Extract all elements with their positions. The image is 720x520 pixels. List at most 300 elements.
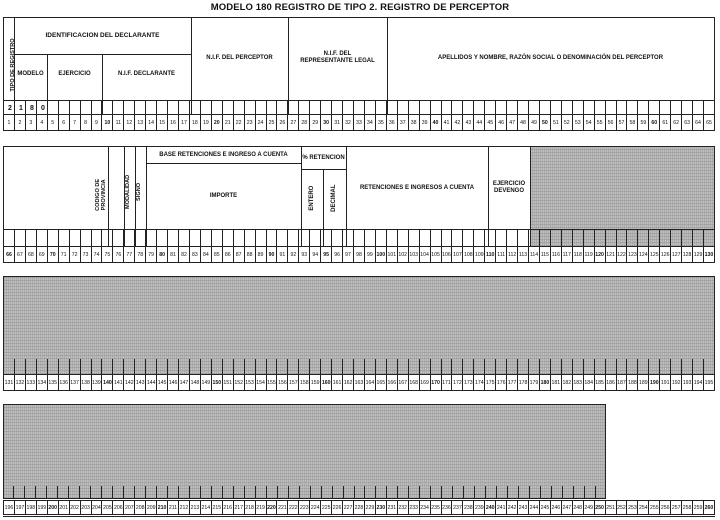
field-cell [596, 486, 606, 499]
position-number: 171 [442, 375, 453, 390]
field-cell [124, 359, 135, 374]
position-number: 15 [157, 115, 168, 130]
field-cell [245, 359, 256, 374]
field-cell [551, 359, 562, 374]
field-cell [102, 229, 113, 246]
field-cell [627, 359, 638, 374]
field-cell [704, 229, 714, 246]
position-number: 229 [365, 501, 376, 514]
fixed-value: 2 [8, 105, 12, 112]
position-number: 130 [704, 251, 714, 258]
position-number: 219 [256, 501, 267, 514]
field-cell [617, 229, 628, 246]
position-number: 220 [267, 501, 278, 514]
field-cell [223, 359, 234, 374]
field-cell [81, 229, 92, 246]
field-cell [551, 229, 562, 246]
field-cell [70, 359, 81, 374]
position-number: 252 [617, 501, 628, 514]
position-number: 56 [606, 115, 617, 130]
position-number: 23 [245, 115, 256, 130]
field-cell [310, 100, 321, 114]
field-cell [15, 229, 26, 246]
field-cell [365, 486, 376, 499]
position-number: 215 [212, 501, 223, 514]
field-cell [540, 100, 551, 114]
field-cell [92, 229, 103, 246]
position-number: 19 [201, 115, 212, 130]
position-number: 191 [660, 375, 671, 390]
position-number: 218 [245, 501, 256, 514]
field-cell [321, 359, 332, 374]
field-cell [245, 486, 256, 499]
position-number: 139 [92, 375, 103, 390]
position-number: 64 [693, 115, 704, 130]
field-cell [682, 100, 693, 114]
position-number: 237 [452, 501, 463, 514]
position-number: 236 [442, 501, 453, 514]
position-number: 129 [693, 247, 704, 262]
field-cell [442, 229, 453, 246]
field-cell [69, 486, 80, 499]
position-number: 232 [398, 501, 409, 514]
field-cell [573, 229, 584, 246]
field-cell [354, 100, 365, 114]
field-cell [682, 229, 693, 246]
field-cell [584, 359, 595, 374]
position-number: 63 [682, 115, 693, 130]
field-cell [267, 100, 278, 114]
position-number: 176 [496, 375, 507, 390]
position-number: 2 [15, 115, 26, 130]
field-cell [365, 100, 376, 114]
position-number: 28 [299, 115, 310, 130]
position-number: 242 [507, 501, 518, 514]
position-number: 60 [649, 115, 660, 130]
field-cell [387, 359, 398, 374]
position-number: 33 [354, 115, 365, 130]
field-cell [627, 100, 638, 114]
position-number: 79 [146, 247, 157, 262]
field-cell [157, 100, 168, 114]
field-cell [146, 359, 157, 374]
field-cell [529, 229, 540, 246]
record-band-positions-66-130 [3, 146, 715, 263]
field-cell [278, 486, 289, 499]
position-number: 202 [70, 501, 81, 514]
position-number: 163 [354, 375, 365, 390]
field-cell [649, 229, 660, 246]
position-number: 199 [37, 501, 48, 514]
position-number: 18 [190, 115, 201, 130]
position-number: 154 [256, 375, 267, 390]
field-cell [212, 229, 223, 246]
position-number: 137 [70, 375, 81, 390]
field-cell [660, 359, 671, 374]
position-number: 151 [223, 375, 234, 390]
field-cell [562, 100, 573, 114]
field-cell [256, 359, 267, 374]
position-number: 221 [277, 501, 288, 514]
field-cell [485, 229, 496, 246]
position-number: 31 [332, 115, 343, 130]
field-cell [311, 486, 322, 499]
field-cell [223, 229, 234, 246]
position-number: 69 [37, 247, 48, 262]
position-number: 115 [540, 247, 551, 262]
porcentaje-retencion-label: % RETENCION [302, 154, 345, 161]
field-cell [562, 359, 573, 374]
position-number: 25 [267, 115, 278, 130]
position-number: 260 [704, 504, 714, 511]
position-number: 224 [310, 501, 321, 514]
position-number: 44 [474, 115, 485, 130]
field-cell [682, 359, 693, 374]
position-number: 50 [540, 115, 551, 130]
field-cell [332, 100, 343, 114]
field-cell [190, 100, 201, 114]
field-cell [355, 486, 366, 499]
field-cell [48, 100, 59, 114]
field-cell [475, 486, 486, 499]
position-number: 101 [387, 247, 398, 262]
position-number: 21 [223, 115, 234, 130]
position-number: 153 [245, 375, 256, 390]
field-cell [563, 486, 574, 499]
field-cell [245, 229, 256, 246]
field-cell [15, 359, 26, 374]
field-cell [157, 359, 168, 374]
position-number: 126 [660, 247, 671, 262]
position-number: 17 [179, 115, 190, 130]
position-number: 177 [507, 375, 518, 390]
field-cell [234, 486, 245, 499]
field-cell [179, 359, 190, 374]
field-cell [452, 229, 463, 246]
position-number: 105 [431, 247, 442, 262]
field-cell [201, 100, 212, 114]
field-cell [442, 486, 453, 499]
position-number: 254 [638, 501, 649, 514]
field-cell [124, 229, 135, 246]
codigo-provincia-label: CODIGO DE PROVINCIA [95, 178, 107, 211]
field-cell [310, 229, 321, 246]
position-number: 175 [485, 375, 496, 390]
position-number: 160 [321, 375, 332, 390]
fixed-value: 1 [19, 105, 23, 112]
position-number: 200 [48, 501, 59, 514]
position-number: 132 [15, 375, 26, 390]
field-cell [376, 359, 387, 374]
position-number: 192 [671, 375, 682, 390]
field-cell [4, 229, 15, 246]
position-number: 246 [551, 501, 562, 514]
field-cell [135, 359, 146, 374]
position-number: 42 [452, 115, 463, 130]
field-cell [529, 359, 540, 374]
field-cell [212, 486, 223, 499]
position-number: 217 [234, 501, 245, 514]
position-number: 43 [463, 115, 474, 130]
field-cell [574, 486, 585, 499]
position-number: 141 [113, 375, 124, 390]
field-cell [168, 100, 179, 114]
ejercicio-label: EJERCICIO [58, 70, 91, 77]
position-number: 225 [321, 501, 332, 514]
position-number: 119 [584, 247, 595, 262]
position-number: 90 [267, 247, 278, 262]
position-number: 164 [365, 375, 376, 390]
field-cell [124, 486, 135, 499]
base-retenciones-label: BASE RETENCIONES E INGRESO A CUENTA [159, 151, 288, 158]
shaded-unused-area [3, 404, 606, 499]
field-cell [234, 359, 245, 374]
field-cell [36, 486, 47, 499]
retenciones-ingresos-label: RETENCIONES E INGRESOS A CUENTA [359, 184, 475, 191]
position-number: 213 [190, 501, 201, 514]
position-number: 39 [420, 115, 431, 130]
field-cell [146, 486, 157, 499]
field-cell [343, 100, 354, 114]
position-number: 100 [376, 247, 387, 262]
field-cell [179, 229, 190, 246]
position-number: 212 [179, 501, 190, 514]
position-number: 78 [135, 247, 146, 262]
position-number: 111 [496, 247, 507, 262]
position-number: 196 [4, 501, 15, 514]
position-number: 145 [157, 375, 168, 390]
position-number: 20 [212, 115, 223, 130]
position-number: 94 [310, 247, 321, 262]
field-cell [48, 229, 59, 246]
field-cell [179, 486, 190, 499]
position-number: 235 [431, 501, 442, 514]
position-number: 4 [37, 115, 48, 130]
field-cell [321, 229, 332, 246]
position-number: 143 [135, 375, 146, 390]
position-number: 131 [4, 375, 15, 390]
field-cell [277, 100, 288, 114]
position-number: 198 [26, 501, 37, 514]
field-cell [333, 486, 344, 499]
field-cell [671, 359, 682, 374]
position-number: 103 [409, 247, 420, 262]
field-cell [649, 359, 660, 374]
field-cell [442, 100, 453, 114]
field-cell [234, 229, 245, 246]
position-number: 13 [135, 115, 146, 130]
position-number: 248 [573, 501, 584, 514]
field-cell [387, 100, 398, 114]
field-cell [37, 100, 48, 114]
page-title: MODELO 180 REGISTRO DE TIPO 2. REGISTRO DE PERCEPTOR [210, 2, 510, 13]
field-cell [409, 486, 420, 499]
field-cell [168, 229, 179, 246]
field-cell [190, 229, 201, 246]
position-number: 104 [420, 247, 431, 262]
field-cell [365, 229, 376, 246]
field-cell [518, 100, 529, 114]
field-cell [573, 359, 584, 374]
position-number: 149 [201, 375, 212, 390]
position-number: 85 [212, 247, 223, 262]
field-cell [627, 229, 638, 246]
record-band-positions-1-65 [3, 17, 715, 131]
field-cell [102, 100, 113, 114]
field-cell [387, 229, 398, 246]
position-number: 147 [179, 375, 190, 390]
field-cell [507, 359, 518, 374]
position-number: 88 [245, 247, 256, 262]
field-cell [649, 100, 660, 114]
position-number: 165 [376, 375, 387, 390]
field-cell [584, 100, 595, 114]
position-number: 195 [704, 379, 714, 386]
position-number: 159 [310, 375, 321, 390]
position-number: 182 [562, 375, 573, 390]
position-number: 234 [420, 501, 431, 514]
field-cell [474, 229, 485, 246]
field-cell [201, 359, 212, 374]
position-number: 30 [321, 115, 332, 130]
field-cell [223, 486, 234, 499]
position-number: 162 [343, 375, 354, 390]
field-cell [299, 100, 310, 114]
position-number: 136 [59, 375, 70, 390]
field-cell [102, 486, 113, 499]
position-number: 47 [507, 115, 518, 130]
position-number: 14 [146, 115, 157, 130]
field-cell [81, 359, 92, 374]
field-cell [595, 100, 606, 114]
position-number: 140 [102, 375, 113, 390]
position-number: 250 [595, 501, 606, 514]
position-number: 214 [201, 501, 212, 514]
field-cell [585, 486, 596, 499]
field-cell [277, 229, 288, 246]
position-number: 52 [562, 115, 573, 130]
field-cell [507, 100, 518, 114]
position-number: 244 [529, 501, 540, 514]
position-number: 12 [124, 115, 135, 130]
position-number: 127 [671, 247, 682, 262]
field-cell [595, 359, 606, 374]
position-number: 34 [365, 115, 376, 130]
field-cell [59, 100, 70, 114]
position-number: 57 [617, 115, 628, 130]
position-number: 123 [627, 247, 638, 262]
field-cell [530, 486, 541, 499]
position-number: 133 [26, 375, 37, 390]
field-cell [595, 229, 606, 246]
field-cell [92, 359, 103, 374]
position-number: 48 [518, 115, 529, 130]
nif-perceptor-label: N.I.F. DEL PERCEPTOR [206, 54, 273, 61]
apellidos-nombre-label: APELLIDOS Y NOMBRE, RAZÓN SOCIAL O DENOMINACIÓN DEL PERCEPTOR [437, 54, 664, 61]
position-number: 74 [92, 247, 103, 262]
position-number: 92 [288, 247, 299, 262]
field-cell [519, 486, 530, 499]
field-cell [638, 359, 649, 374]
position-number: 256 [660, 501, 671, 514]
field-cell [420, 486, 431, 499]
field-cell [606, 359, 617, 374]
field-cell [124, 100, 135, 114]
position-number: 110 [485, 247, 496, 262]
position-number: 228 [354, 501, 365, 514]
field-cell [354, 359, 365, 374]
field-cell [398, 229, 409, 246]
field-cell [376, 100, 387, 114]
field-cell [15, 100, 26, 114]
field-cell [157, 229, 168, 246]
field-cell [496, 359, 507, 374]
field-cell [223, 100, 234, 114]
field-cell [387, 486, 398, 499]
position-number: 172 [452, 375, 463, 390]
position-number: 71 [59, 247, 70, 262]
position-number: 148 [190, 375, 201, 390]
field-cell [201, 486, 212, 499]
position-number: 112 [507, 247, 518, 262]
position-number: 257 [671, 501, 682, 514]
position-number: 247 [562, 501, 573, 514]
field-cell [47, 486, 58, 499]
position-number: 96 [332, 247, 343, 262]
position-number: 80 [157, 247, 168, 262]
position-number: 178 [518, 375, 529, 390]
position-number: 86 [223, 247, 234, 262]
position-number: 156 [277, 375, 288, 390]
position-number: 77 [124, 247, 135, 262]
position-number: 70 [48, 247, 59, 262]
field-cell [507, 229, 518, 246]
field-cell [573, 100, 584, 114]
position-number: 188 [627, 375, 638, 390]
position-number-row [4, 375, 714, 390]
position-number: 22 [234, 115, 245, 130]
position-number: 211 [168, 501, 179, 514]
field-cell [343, 229, 354, 246]
importe-label: IMPORTE [209, 192, 238, 199]
position-number: 10 [102, 115, 113, 130]
field-cell [420, 359, 431, 374]
position-number: 194 [693, 375, 704, 390]
position-number: 184 [584, 375, 595, 390]
field-cell [365, 359, 376, 374]
position-number: 113 [518, 247, 529, 262]
field-cell [452, 359, 463, 374]
position-number: 106 [442, 247, 453, 262]
position-number: 97 [343, 247, 354, 262]
field-cell [562, 229, 573, 246]
field-cell [256, 100, 267, 114]
position-number: 128 [682, 247, 693, 262]
position-number: 245 [540, 501, 551, 514]
field-cell [201, 229, 212, 246]
position-number: 183 [573, 375, 584, 390]
position-number: 40 [431, 115, 442, 130]
position-number: 240 [485, 501, 496, 514]
position-number: 82 [179, 247, 190, 262]
field-cell [299, 229, 310, 246]
position-number: 174 [474, 375, 485, 390]
field-cell [529, 100, 540, 114]
position-number: 95 [321, 247, 332, 262]
field-cell [660, 229, 671, 246]
position-number: 169 [420, 375, 431, 390]
position-number: 146 [168, 375, 179, 390]
